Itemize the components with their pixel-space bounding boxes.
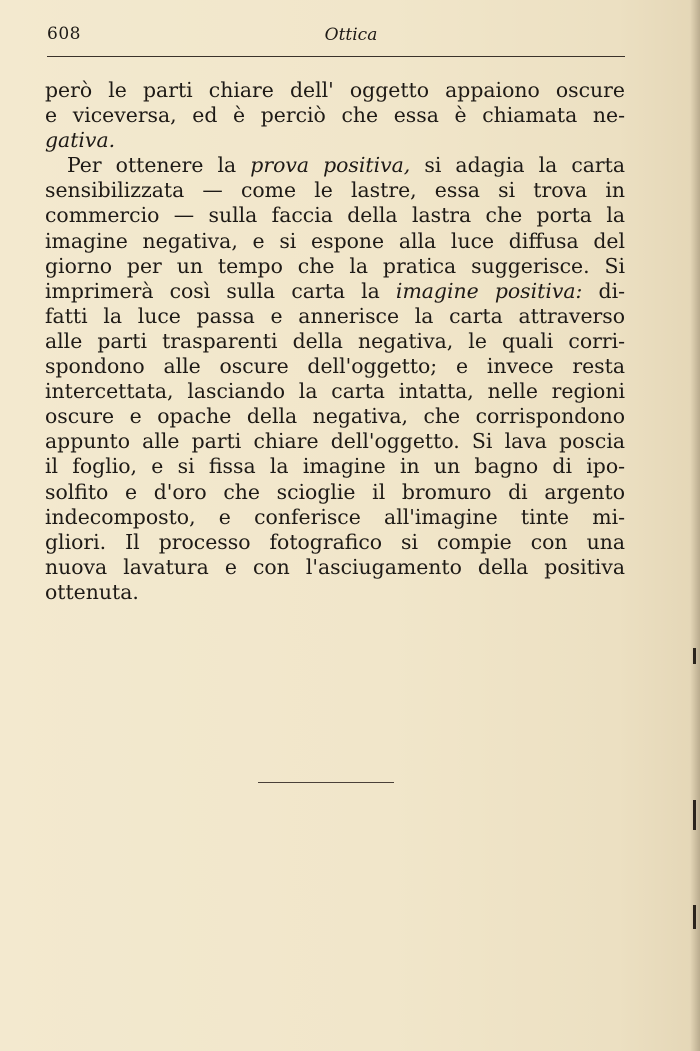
text-line: imagine negativa, e si espone alla luce diffusa del: [45, 228, 625, 253]
text-line: [45, 279, 625, 304]
text-line: indecomposto, e conferisce all'imagine tinte mi-: [45, 504, 625, 529]
page-number: 608: [47, 24, 81, 44]
text-line: sensibilizzata — come le lastre, essa si trova in: [45, 178, 625, 203]
text-line: oscure e opache della negativa, che corrispondono: [45, 404, 625, 429]
text-line-part: imprimerà così sulla carta la: [45, 278, 380, 303]
text-line: appunto alle parti chiare dell'oggetto. Si lava poscia: [45, 429, 625, 454]
text-line: [45, 153, 625, 178]
text-line: il foglio, e si fissa la imagine in un bagno di ipo-: [45, 454, 625, 479]
text-line: alle parti trasparenti della negativa, le quali corri-: [45, 328, 625, 353]
body-text: [45, 78, 625, 605]
text-line: nuova lavatura e con l'asciugamento della positiva: [45, 554, 625, 579]
italic-term: imagine positiva:: [395, 278, 583, 303]
page-edge-shadow: [690, 0, 700, 1051]
page-edge-mark: [693, 905, 696, 929]
text-line: ottenuta.: [45, 579, 139, 604]
running-title: Ottica: [324, 25, 378, 45]
text-line-part: Per ottenere la: [67, 153, 237, 178]
text-line: intercettata, lasciando la carta intatta, nelle regioni: [45, 379, 625, 404]
text-line: gliori. Il processo fotografico si compie con una: [45, 529, 625, 554]
text-line: fatti la luce passa e annerisce la carta attraverso: [45, 303, 625, 328]
page-edge-mark: [693, 648, 696, 664]
text-line: però le parti chiare dell' oggetto appaiono oscure: [45, 78, 625, 102]
text-line-part: di-: [598, 278, 625, 303]
chapter-end-rule: [258, 782, 394, 783]
text-line: spondono alle oscure dell'oggetto; e invece resta: [45, 354, 625, 379]
page-edge-mark: [693, 800, 696, 830]
italic-term: prova positiva,: [250, 153, 411, 178]
page-header: [47, 24, 625, 50]
text-line-part: e viceversa, ed è perciò che essa è chiamata ne-: [45, 103, 625, 128]
text-line-part: si adagia la carta: [424, 153, 625, 178]
text-line: gativa.: [45, 128, 116, 153]
header-rule: [47, 56, 625, 57]
text-line: giorno per un tempo che la pratica suggerisce. Si: [45, 253, 625, 278]
text-line: commercio — sulla faccia della lastra che porta la: [45, 203, 625, 228]
text-line: [45, 103, 625, 128]
text-line: solfito e d'oro che scioglie il bromuro di argento: [45, 479, 625, 504]
